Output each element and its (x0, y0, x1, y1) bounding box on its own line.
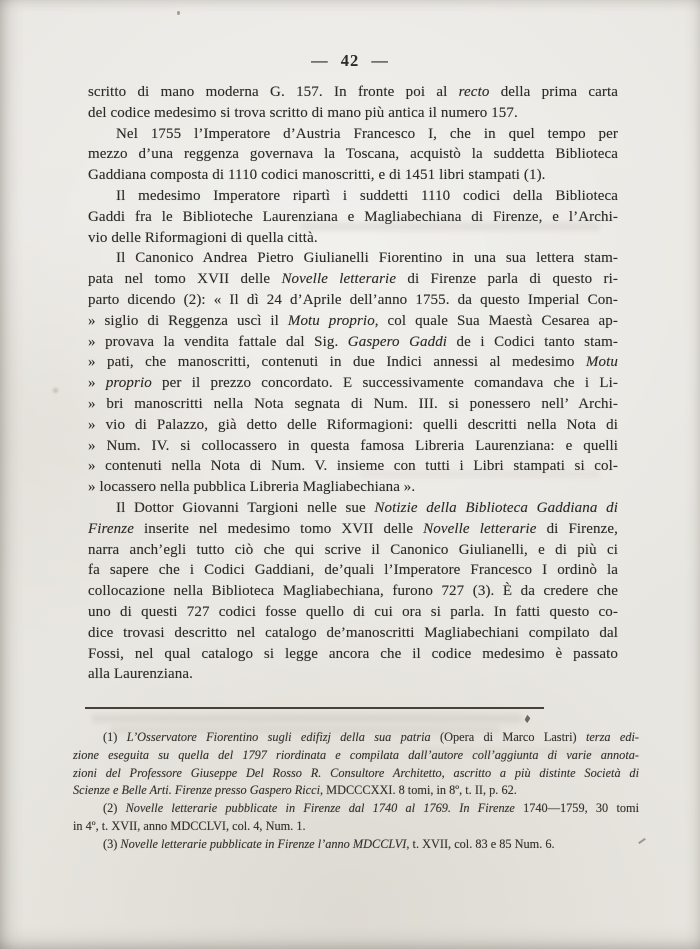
main-line-28: Fossi, nel qual catalogo si legge ancora che il codice medesimo è passato (88, 645, 618, 662)
main-line-10: pata nel tomo XVII delle Novelle letterarie di Firenze parla di questo ri- (88, 271, 619, 288)
main-line-11: parto dicendo (2): « Il dì 24 d’Aprile dell’anno 1755. da questo Imperial Con- (88, 291, 618, 308)
main-line-9: Il Canonico Andrea Pietro Giulianelli Fiorentino in una sua lettera stam- (116, 250, 618, 267)
main-line-20: » locassero nella pubblica Libreria Magliabechiana ». (88, 479, 416, 496)
footnotes-line-1: (1) L’Osservatore Fiorentino sugli edifizj della sua patria (Opera di Marco Lastri) terza edi- (103, 730, 639, 744)
footnote-block (73, 729, 639, 854)
main-line-22: Firenze inserite nel medesimo tomo XVII delle Novelle letterarie di Firenze, (88, 520, 619, 537)
main-text-block (88, 82, 618, 685)
ink-speck (524, 714, 531, 723)
bleedthrough-smudge (92, 714, 522, 723)
main-line-25: collocazione nella Biblioteca Magliabechiana, furono 727 (3). È da credere che (88, 583, 618, 600)
paper-blemish (53, 388, 58, 393)
main-line-13: » provava la vendita fattale dal Sig. Gaspero Gaddi de i Codici tanto stam- (88, 333, 618, 350)
main-line-17: » vio di Palazzo, già detto delle Riformagioni: quelli descritti nella Nota di (88, 416, 618, 433)
main-line-27: dice trovasi descritto nel catalogo de’manoscritti Magliabechiani compilato dal (88, 624, 618, 641)
footnotes-line-5: (2) Novelle letterarie pubblicate in Firenze dal 1740 al 1769. In Firenze 1740—1759, 30 tomi (103, 801, 640, 816)
main-line-12: » siglio di Reggenza uscì il Motu proprio, col quale Sua Maestà Cesarea ap- (88, 312, 618, 329)
footnotes-line-3: zioni del Professore Giuseppe Del Rosso R. Consultore Architetto, ascritto a più distinte Società di (73, 765, 639, 780)
footnote-rule (85, 707, 544, 709)
main-line-23: narra anch’egli tutto ciò che qui scrive il Canonico Giulianelli, e di più ci (88, 541, 618, 558)
main-line-2: del codice medesimo si trova scritto di mano più antica il numero 157. (88, 104, 518, 121)
footnotes-line-7: (3) Novelle letterarie pubblicate in Firenze l’anno MDCCLVI, t. XVII, col. 83 e 85 Num. 6. (103, 836, 555, 851)
main-line-26: uno di questi 727 codici fosse quello di cui ora si parla. In fatti questo co- (88, 603, 618, 620)
main-line-3: Nel 1755 l’Imperatore d’Austria Francesco I, che in quel tempo per (116, 125, 618, 142)
main-line-24: fa sapere che i Codici Gaddiani, de’quali l’Imperatore Francesco I ordinò la (88, 562, 618, 579)
main-line-29: alla Laurenziana. (88, 666, 193, 683)
main-line-4: mezzo d’una reggenza governava la Toscana, acquistò la suddetta Biblioteca (88, 146, 618, 163)
footnotes-line-4: Scienze e Belle Arti. Firenze presso Gaspero Ricci, MDCCCXXI. 8 tomi, in 8º, t. II, p. 62. (73, 783, 517, 798)
main-line-18: » Num. IV. si collocassero in questa famosa Libreria Laurenziana: e quelli (88, 437, 618, 454)
main-line-8: vio delle Riformagioni di quella città. (88, 229, 318, 246)
ink-speck (177, 11, 180, 15)
main-line-16: » bri manoscritti nella Nota segnata di Num. III. si ponessero nell’ Archi- (88, 395, 618, 412)
ink-speck (638, 838, 646, 844)
footnotes-line-2: zione eseguita su quella del 1797 riordinata e compilata dall’autore coll’aggiunta di varie annota- (73, 747, 639, 762)
main-line-21: Il Dottor Giovanni Targioni nelle sue Notizie della Biblioteca Gaddiana di (116, 499, 618, 516)
main-line-19: » contenuti nella Nota di Num. V. insieme con tutti i Libri stampati si col- (88, 458, 618, 475)
main-line-7: Gaddi fra le Biblioteche Laurenziana e Magliabechiana di Firenze, e l’Archi- (88, 208, 618, 225)
main-line-6: Il medesimo Imperatore ripartì i suddetti 1110 codici della Biblioteca (116, 187, 618, 204)
main-line-15: » proprio per il prezzo concordato. E successivamente comandava che i Li- (88, 375, 618, 392)
main-line-14: » pati, che manoscritti, contenuti in due Indici annessi al medesimo Motu (88, 354, 618, 371)
page-number: — 42 — (311, 51, 389, 70)
footnotes-line-6: in 4º, t. XVII, anno MDCCLVI, col. 4, Num. 1. (73, 818, 306, 833)
main-line-1: scritto di mano moderna G. 157. In fronte poi al recto della prima carta (88, 84, 619, 100)
main-line-5: Gaddiana composta di 1110 codici manoscritti, e di 1451 libri stampati (1). (88, 167, 546, 184)
